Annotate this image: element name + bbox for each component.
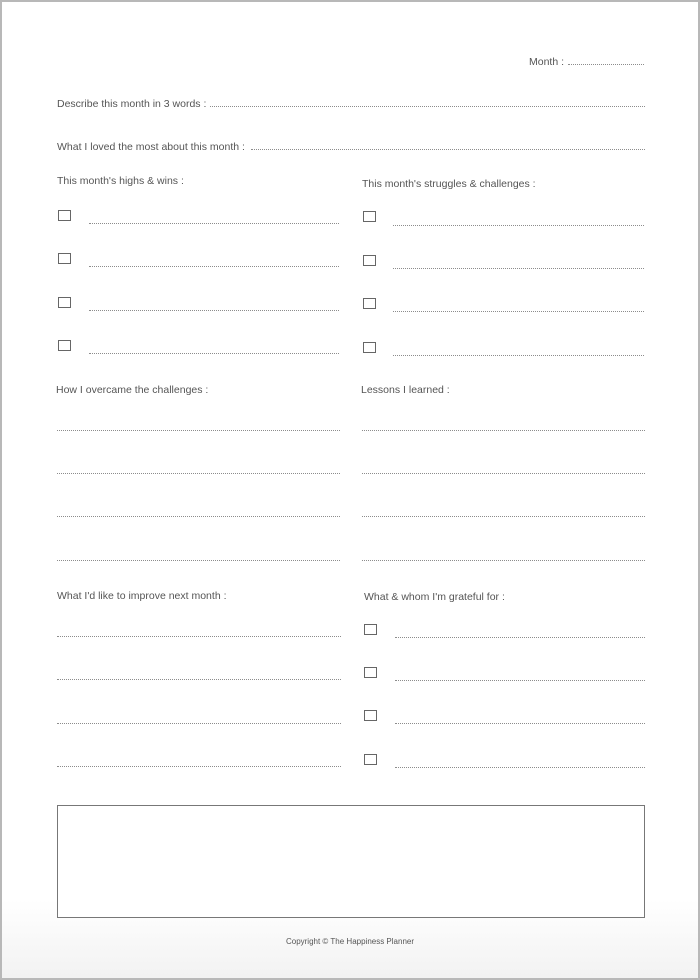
lessons-line-2[interactable] [362,473,645,474]
copyright-text: Copyright © The Happiness Planner [285,937,415,946]
improve-line-1[interactable] [57,636,341,637]
highs-label: This month's highs & wins : [57,175,184,187]
highs-checkbox-1[interactable] [58,210,71,221]
describe-label: Describe this month in 3 words : [57,98,207,110]
grateful-line-1[interactable] [395,637,645,638]
highs-checkbox-4[interactable] [58,340,71,351]
highs-line-3[interactable] [89,310,339,311]
struggles-checkbox-4[interactable] [363,342,376,353]
lessons-line-1[interactable] [362,430,645,431]
overcame-line-4[interactable] [57,560,340,561]
highs-checkbox-3[interactable] [58,297,71,308]
lessons-label: Lessons I learned : [361,384,450,396]
overcame-line-1[interactable] [57,430,340,431]
struggles-checkbox-2[interactable] [363,255,376,266]
grateful-checkbox-2[interactable] [364,667,377,678]
grateful-line-2[interactable] [395,680,645,681]
improve-line-3[interactable] [57,723,341,724]
grateful-line-3[interactable] [395,723,645,724]
month-label: Month : [529,56,565,68]
loved-field[interactable] [251,149,645,150]
improve-line-2[interactable] [57,679,341,680]
notes-box[interactable] [57,805,645,918]
struggles-checkbox-1[interactable] [363,211,376,222]
grateful-line-4[interactable] [395,767,645,768]
struggles-line-1[interactable] [393,225,644,226]
struggles-line-2[interactable] [393,268,644,269]
month-field[interactable] [568,64,644,65]
highs-line-2[interactable] [89,266,339,267]
struggles-label: This month's struggles & challenges : [362,178,536,190]
lessons-line-4[interactable] [362,560,645,561]
highs-line-4[interactable] [89,353,339,354]
loved-label: What I loved the most about this month : [57,141,245,153]
lessons-line-3[interactable] [362,516,645,517]
improve-line-4[interactable] [57,766,341,767]
overcame-line-3[interactable] [57,516,340,517]
grateful-checkbox-4[interactable] [364,754,377,765]
overcame-line-2[interactable] [57,473,340,474]
struggles-line-3[interactable] [393,311,644,312]
grateful-label: What & whom I'm grateful for : [364,591,505,603]
improve-label: What I'd like to improve next month : [57,590,227,602]
overcame-label: How I overcame the challenges : [56,384,209,396]
describe-field[interactable] [210,106,645,107]
highs-line-1[interactable] [89,223,339,224]
highs-checkbox-2[interactable] [58,253,71,264]
grateful-checkbox-3[interactable] [364,710,377,721]
struggles-line-4[interactable] [393,355,644,356]
grateful-checkbox-1[interactable] [364,624,377,635]
struggles-checkbox-3[interactable] [363,298,376,309]
